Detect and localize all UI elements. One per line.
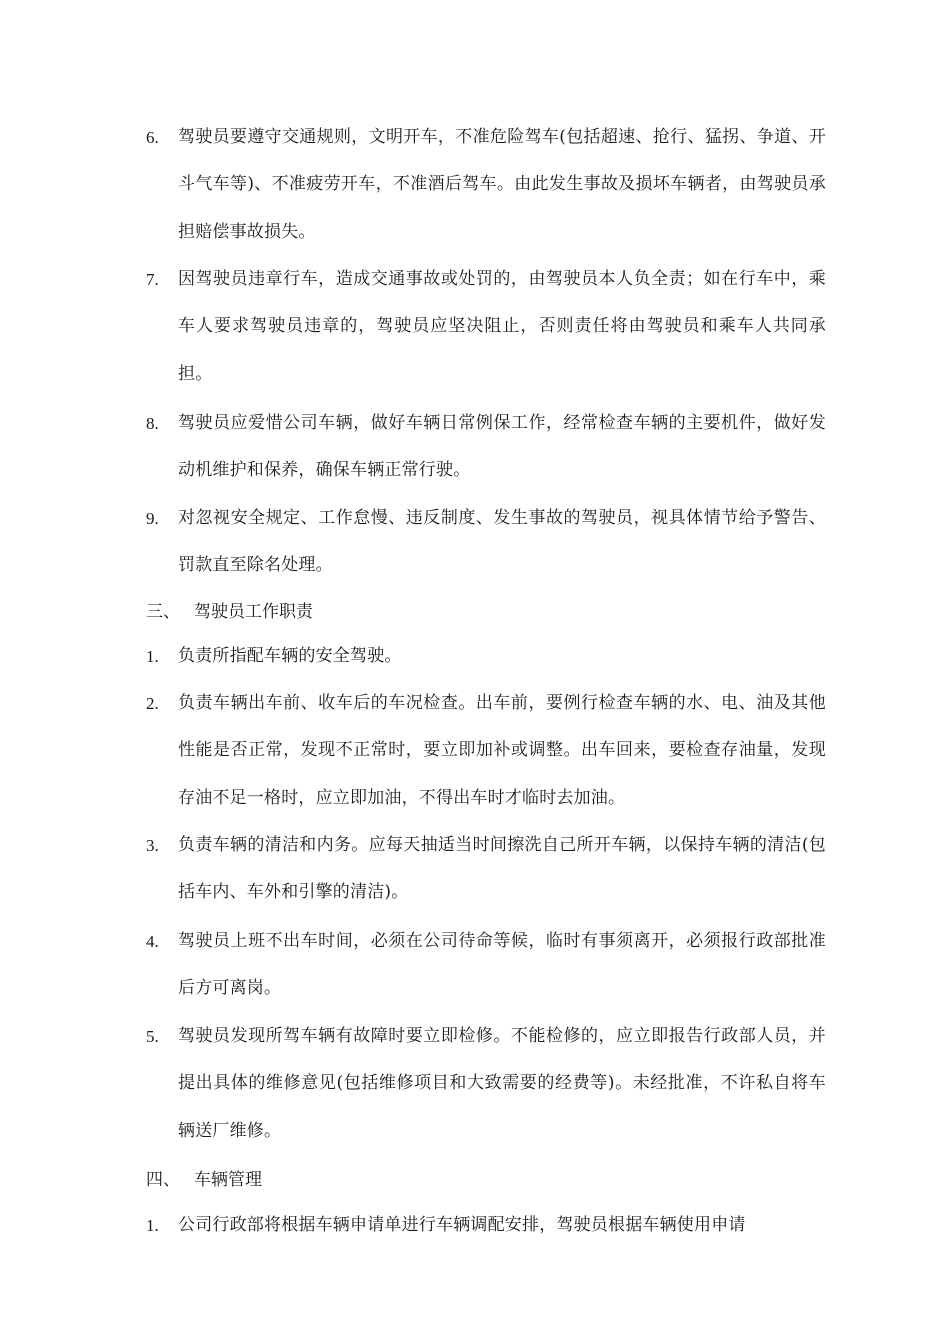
section-heading [146, 1162, 262, 1198]
item-text: 负责车辆的清洁和内务。应每天抽适当时间擦洗自己所开车辆，以保持车辆的清洁(包括车内、车外和引擎的清洁)。 [178, 835, 826, 903]
section-heading [146, 594, 313, 630]
section-title: 车辆管理 [194, 1170, 262, 1190]
item-text: 公司行政部将根据车辆申请单进行车辆调配安排，驾驶员根据车辆使用申请 [178, 1215, 746, 1235]
item-number: 1. [146, 647, 159, 666]
item-number: 2. [146, 694, 159, 713]
item-number: 5. [146, 1027, 159, 1046]
list-item [146, 120, 826, 262]
list-item [146, 501, 826, 596]
list-item [146, 686, 826, 828]
list-item [146, 828, 826, 923]
item-number: 1. [146, 1216, 159, 1235]
item-text: 驾驶员要遵守交通规则，文明开车，不准危险驾车(包括超速、抢行、猛拐、争道、开斗气车等)、不准疲劳开车，不准酒后驾车。由此发生事故及损坏车辆者，由驾驶员承担赔偿事故损失。 [178, 127, 826, 242]
item-text: 驾驶员上班不出车时间，必须在公司待命等候，临时有事须离开，必须报行政部批准后方可离岗。 [178, 931, 826, 999]
item-text: 驾驶员应爱惜公司车辆，做好车辆日常例保工作，经常检查车辆的主要机件，做好发动机维护和保养，确保车辆正常行驶。 [178, 413, 826, 481]
item-text: 负责车辆出车前、收车后的车况检查。出车前，要例行检查车辆的水、电、油及其他性能是否正常，发现不正常时，要立即加补或调整。出车回来，要检查存油量，发现存油不足一格时，应立即加油，不得出车时才临时去加油。 [178, 693, 826, 808]
list-item [146, 262, 826, 404]
item-number: 6. [146, 128, 159, 147]
item-text: 驾驶员发现所驾车辆有故障时要立即检修。不能检修的，应立即报告行政部人员，并提出具体的维修意见(包括维修项目和大致需要的经费等)。未经批准，不许私自将车辆送厂维修。 [178, 1026, 826, 1141]
item-number: 4. [146, 932, 159, 951]
item-number: 7. [146, 270, 159, 289]
item-text: 对忽视安全规定、工作怠慢、违反制度、发生事故的驾驶员，视具体情节给予警告、罚款直至除名处理。 [178, 508, 826, 576]
list-item [146, 1019, 826, 1161]
list-item [146, 406, 826, 501]
item-number: 3. [146, 836, 159, 855]
section-number: 三、 [146, 602, 180, 622]
item-text: 负责所指配车辆的安全驾驶。 [178, 646, 402, 666]
item-number: 8. [146, 414, 159, 433]
item-text: 因驾驶员违章行车，造成交通事故或处罚的，由驾驶员本人负全责；如在行车中，乘车人要求驾驶员违章的，驾驶员应坚决阻止，否则责任将由驾驶员和乘车人共同承担。 [178, 269, 826, 384]
section-number: 四、 [146, 1170, 180, 1190]
list-item [146, 1208, 826, 1255]
list-item [146, 924, 826, 1019]
item-number: 9. [146, 509, 159, 528]
section-title: 驾驶员工作职责 [194, 602, 313, 622]
